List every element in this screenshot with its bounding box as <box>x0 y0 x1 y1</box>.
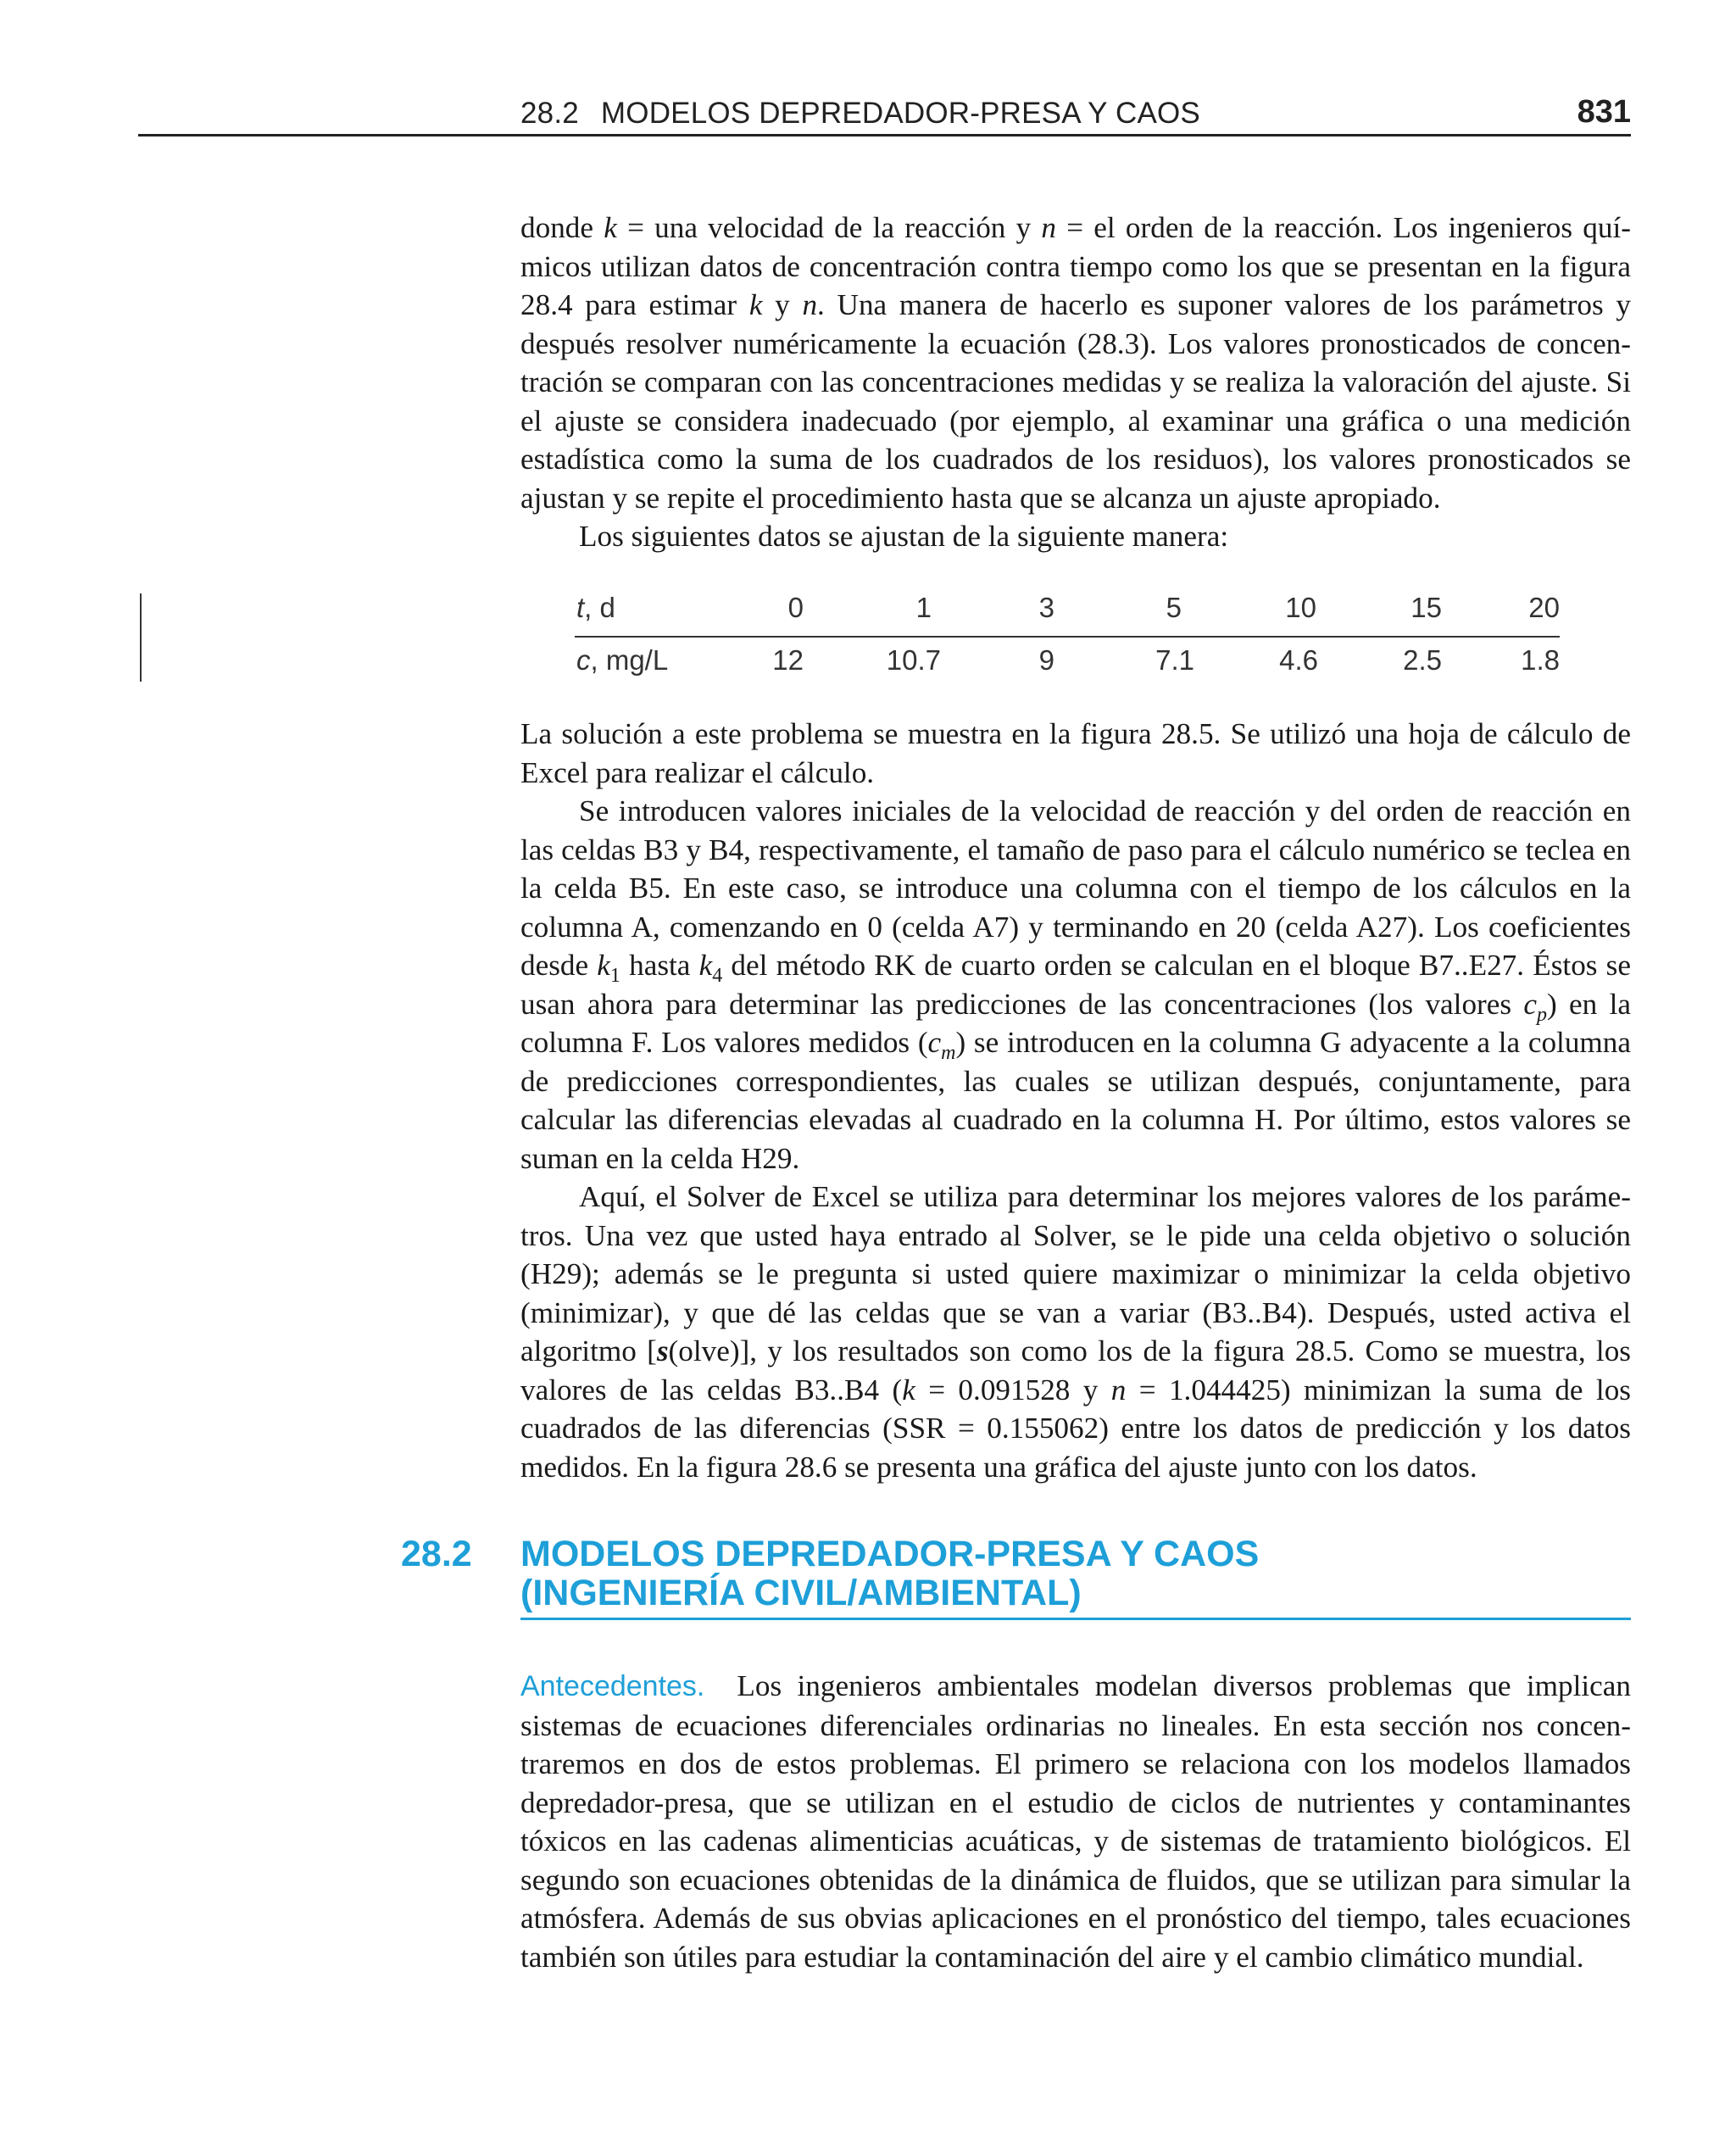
var-k: k <box>604 211 617 244</box>
text-run: . Una manera de hacerlo es suponer valores de los parámetros y después resolver numéricamente la ecuación (28.3). Los valores pronosticados de concentración se comparan con las concentraciones medidas y se realiza la valoración del ajuste. Si el ajuste se considera inadecuado (por ejemplo, al examinar una gráfica o una medición estadística como la suma de los cuadrados de los residuos), los valores pronosticados se ajustan y se repite el procedimiento hasta que se alcanza un ajuste apropiado. <box>520 288 1632 515</box>
text-run: y <box>762 288 803 321</box>
section-title-line-1: MODELOS DEPREDADOR-PRESA Y CAOS <box>520 1534 1260 1574</box>
table-cell: 7.1 <box>1155 644 1194 676</box>
text-run: = 1.044425) minimizan la suma de los cuadrados de las diferencias (SSR = 0.155062) entre los datos de predicción y los datos medidos. En la figura 28.6 se presenta una gráfica del ajuste junto con los datos. <box>520 1373 1631 1484</box>
section-number: 28.2 <box>401 1534 472 1574</box>
var-c: c <box>1523 987 1538 1021</box>
body-paragraph-1 <box>520 209 1631 517</box>
antecedentes-block <box>520 1667 1631 1976</box>
var-k: k <box>698 949 713 982</box>
table-cell: 9 <box>1038 644 1054 676</box>
var-n: n <box>1041 211 1057 244</box>
text-run: hasta <box>620 949 699 982</box>
antecedentes-label: Antecedentes. <box>520 1670 705 1702</box>
subscript: p <box>1537 1003 1548 1026</box>
table-cell: 20 <box>1528 592 1560 623</box>
label-var: t <box>576 592 585 623</box>
var-k: k <box>902 1373 915 1406</box>
text-run: del método RK de cuarto orden se calculan en el bloque B7..E27. Éstos se usan ahora para determinar las predicciones de las concentraciones (los valores <box>520 949 1631 1021</box>
text-run: = una velocidad de la reacción y <box>616 211 1042 244</box>
table-cell: 2.5 <box>1403 644 1442 676</box>
data-table <box>575 585 1560 688</box>
table-cell: 1 <box>915 592 932 623</box>
table-row-concentration <box>575 638 1560 688</box>
table-cell: 12 <box>772 644 804 676</box>
body-block-2 <box>520 715 1631 1486</box>
header-rule <box>138 134 1631 136</box>
label-var: c <box>576 644 591 676</box>
table-cell: 1.8 <box>1521 644 1560 676</box>
text-run: (olve)], y los resultados son como los de la figura 28.5. Como se muestra, los valores de las celdas B3..B4 ( <box>520 1334 1631 1406</box>
table-cell: 5 <box>1166 592 1182 623</box>
text-run: ) se introducen en la columna G adyacente a la columna de predicciones correspondientes, las cuales se utilizan después, conjuntamente, para calcular las diferencias elevadas al cuadrado en la columna H. Por último, estos valores se suman en la celda H29. <box>520 1026 1631 1175</box>
body-paragraph-2: Los siguientes datos se ajustan de la siguiente manera: <box>579 520 1229 553</box>
section-title-line-2: (INGENIERÍA CIVIL/AMBIENTAL) <box>520 1573 1082 1613</box>
table-cell: 10 <box>1285 592 1316 623</box>
body-paragraph-4 <box>520 792 1631 1178</box>
body-paragraph-1-block <box>520 209 1631 556</box>
var-n: n <box>1110 1373 1127 1406</box>
subscript: 1 <box>609 965 620 987</box>
text-run: ) en la columna F. Los valores medidos ( <box>520 987 1631 1059</box>
subscript: 4 <box>712 965 723 987</box>
antecedentes-paragraph <box>520 1667 1631 1976</box>
var-c: c <box>927 1026 942 1059</box>
running-head <box>520 97 1200 131</box>
var-s: s <box>656 1334 669 1367</box>
subscript: m <box>941 1042 956 1064</box>
table-label-time <box>576 592 615 624</box>
label-unit: , d <box>584 592 615 623</box>
table-cell: 10.7 <box>886 644 941 676</box>
text-run: donde <box>520 211 604 244</box>
var-k: k <box>748 288 763 321</box>
body-paragraph-3: La solución a este problema se muestra en la figura 28.5. Se utilizó una hoja de cálculo de Excel para realizar el cálculo. <box>520 717 1631 789</box>
text-run: Se introducen valores iniciales de la velocidad de reacción y del orden de reacción en las celdas B3 y B4, respectivamente, el tamaño de paso para el cálculo numérico se teclea en la celda B5. En este caso, se introduce una columna con el tiempo de los cálculos en la columna A, comenzando en 0 (celda A7) y terminando en 20 (celda A27). Los coeficientes desde <box>520 794 1631 982</box>
text-run: = 0.091528 y <box>915 1373 1111 1406</box>
running-head-number: 28.2 <box>520 97 579 130</box>
text-run: Aquí, el Solver de Excel se utiliza para determinar los mejores valores de los parámetros. Una vez que usted haya entrado al Solver, se le pide una celda objetivo o solución (H29); además se le pregunta si usted quiere maximizar o minimizar la celda objetivo (minimizar), y que dé las celdas que se van a variar (B3..B4). Después, usted activa el algoritmo [ <box>520 1180 1631 1367</box>
text-run: Los ingenieros ambientales modelan diversos problemas que implican sistemas de ecuaciones diferenciales ordinarias no lineales. En esta sección nos concentraremos en dos de estos problemas. El primero se relaciona con los modelos llamados depredador-presa, que se utilizan en el estudio de ciclos de nutrientes y contaminantes tóxicos en las cadenas alimenticias acuáticas, y de sistemas de tratamiento biológicos. El segundo son ecuaciones obtenidas de la dinámica de fluidos, que se utilizan para simular la atmósfera. Además de sus obvias aplicaciones en el pronóstico del tiempo, tales ecuaciones también son útiles para estudiar la contaminación del aire y el cambio climático mundial. <box>520 1669 1631 1974</box>
table-divider <box>140 593 142 682</box>
table-cell: 3 <box>1038 592 1054 623</box>
table-row-time <box>575 585 1560 638</box>
text-run: = el orden de la reacción. Los ingenieros químicos utilizan datos de concentración contra tiempo como los que se presentan en la figura 28.4 para estimar <box>520 211 1631 321</box>
table-cell: 0 <box>787 592 804 623</box>
section-rule <box>520 1618 1631 1620</box>
var-n: n <box>802 288 818 321</box>
table-cell: 4.6 <box>1279 644 1318 676</box>
table-cell: 15 <box>1410 592 1442 623</box>
table-label-concentration <box>576 644 668 677</box>
label-unit: , mg/L <box>590 644 669 676</box>
page-number: 831 <box>1577 94 1631 130</box>
running-head-title: MODELOS DEPREDADOR-PRESA Y CAOS <box>600 97 1200 130</box>
body-paragraph-5 <box>520 1178 1631 1486</box>
section-title <box>520 1535 1368 1612</box>
var-k: k <box>597 949 610 982</box>
